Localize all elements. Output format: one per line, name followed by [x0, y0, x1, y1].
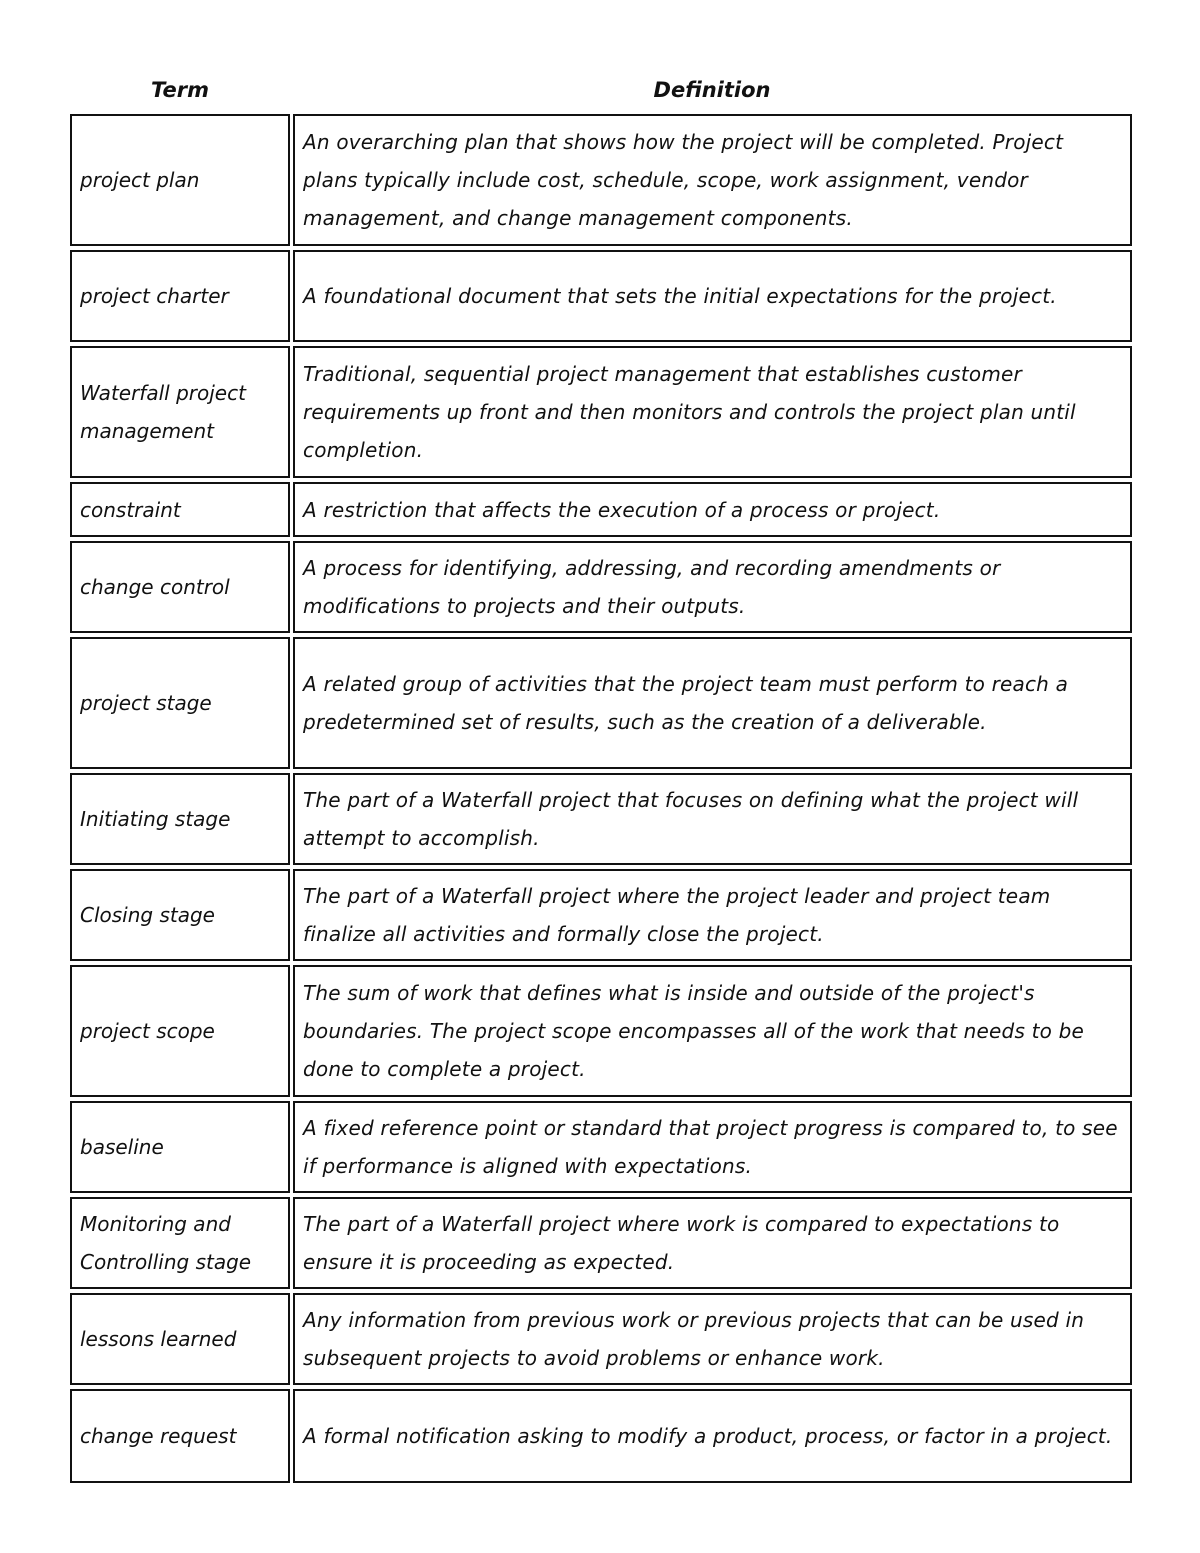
definition-cell: A fixed reference point or standard that project progress is compared to, to see if performance is aligned with expectations.: [293, 1101, 1132, 1193]
table-row: [70, 346, 1132, 478]
definition-cell: A formal notification asking to modify a product, process, or factor in a project.: [293, 1389, 1132, 1483]
definition-cell: Any information from previous work or previous projects that can be used in subsequent projects to avoid problems or enhance work.: [293, 1293, 1132, 1385]
table-row: [70, 114, 1132, 246]
term-cell: lessons learned: [70, 1293, 290, 1385]
table-row: [70, 869, 1132, 961]
term-cell: Monitoring and Controlling stage: [70, 1197, 290, 1289]
table-row: [70, 541, 1132, 633]
table-row: [70, 1293, 1132, 1385]
term-cell: change control: [70, 541, 290, 633]
term-cell: Closing stage: [70, 869, 290, 961]
term-cell: constraint: [70, 482, 290, 537]
table-row: [70, 482, 1132, 537]
table-row: [70, 637, 1132, 769]
definition-cell: The sum of work that defines what is inside and outside of the project's boundaries. The project scope encompasses all of the work that needs to be done to complete a project.: [293, 965, 1132, 1097]
table-header: [70, 78, 1132, 108]
term-cell: baseline: [70, 1101, 290, 1193]
table-row: [70, 1101, 1132, 1193]
definition-cell: Traditional, sequential project management that establishes customer requirements up front and then monitors and controls the project plan until completion.: [293, 346, 1132, 478]
table-row: [70, 250, 1132, 342]
definition-cell: A restriction that affects the execution of a process or project.: [293, 482, 1132, 537]
definition-cell: The part of a Waterfall project where work is compared to expectations to ensure it is proceeding as expected.: [293, 1197, 1132, 1289]
term-cell: project plan: [70, 114, 290, 246]
term-cell: change request: [70, 1389, 290, 1483]
term-column-header: Term: [150, 78, 210, 102]
definition-cell: A foundational document that sets the initial expectations for the project.: [293, 250, 1132, 342]
term-cell: Waterfall project management: [70, 346, 290, 478]
definition-cell: A process for identifying, addressing, and recording amendments or modifications to projects and their outputs.: [293, 541, 1132, 633]
term-cell: project stage: [70, 637, 290, 769]
table-row: [70, 773, 1132, 865]
table-row: [70, 1389, 1132, 1483]
glossary-table: [70, 114, 1132, 1487]
term-cell: Initiating stage: [70, 773, 290, 865]
definition-cell: A related group of activities that the project team must perform to reach a predetermined set of results, such as the creation of a deliverable.: [293, 637, 1132, 769]
term-cell: project charter: [70, 250, 290, 342]
term-cell: project scope: [70, 965, 290, 1097]
definition-column-header: Definition: [653, 78, 771, 102]
definition-cell: The part of a Waterfall project where the project leader and project team finalize all activities and formally close the project.: [293, 869, 1132, 961]
definition-cell: An overarching plan that shows how the project will be completed. Project plans typically include cost, schedule, scope, work assignment, vendor management, and change management components.: [293, 114, 1132, 246]
table-row: [70, 965, 1132, 1097]
definition-cell: The part of a Waterfall project that focuses on defining what the project will attempt to accomplish.: [293, 773, 1132, 865]
table-row: [70, 1197, 1132, 1289]
